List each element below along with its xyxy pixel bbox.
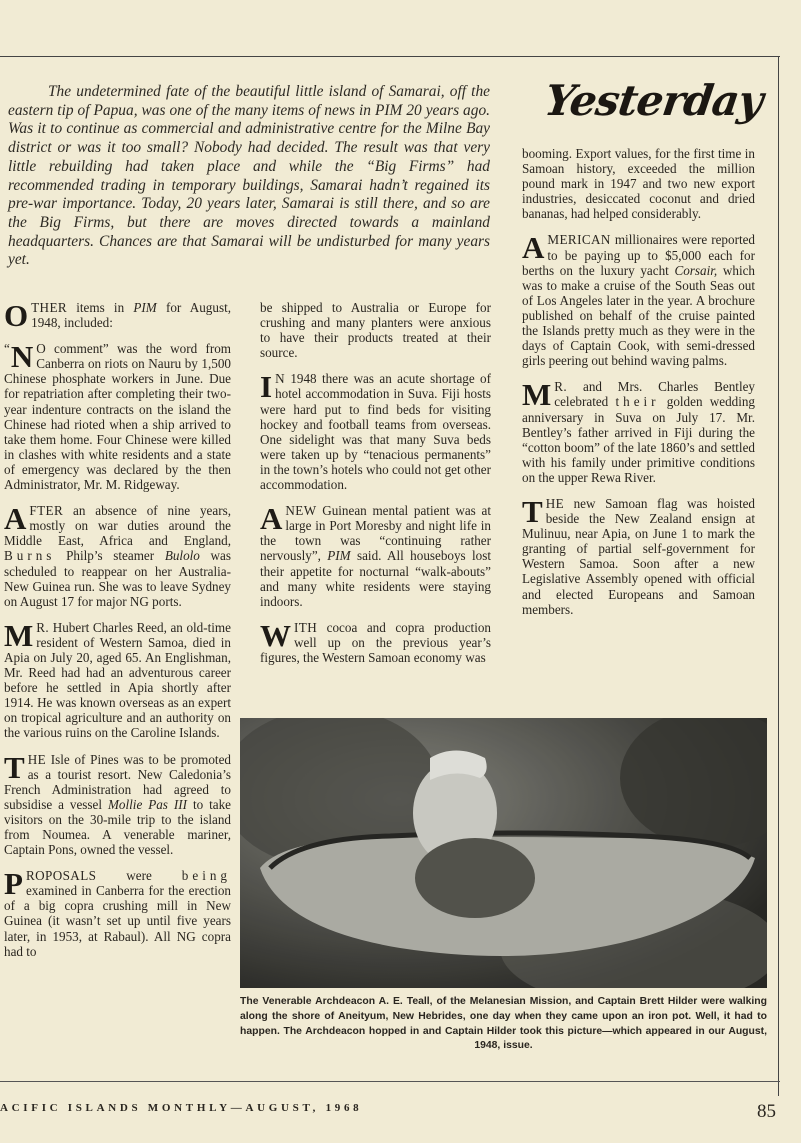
photo-caption: The Venerable Archdeacon A. E. Teall, of the Melanesian Mission, and Captain Brett Hilder were walking along the shore of Aneityum, New Hebrides, one day when they came upon an iron pot. Well, it had to happen. The Archdeacon hopped in and Captain Hilder took this picture—which appeared in our August, 1948, issue. xyxy=(240,996,767,1052)
top-rule xyxy=(0,56,780,57)
photograph xyxy=(240,718,767,988)
news-item: I N 1948 there was an acute shortage of hotel accommodation in Suva. Fiji hosts were hard put to find beds for visiting hockey and football teams from overseas. One sidelight was that many Suva beds were taken up by “tenacious permanents” in the town’s hotels who could not get other accommodation. xyxy=(260,369,491,493)
news-item: THE new Samoan flag was hoisted beside the New Zealand ensign at Mulinuu, near Apia, on June 1 to mark the granting of partial self-government for Western Samoa. Soon after a new Legislative Assembly opened with official and elected Europeans and Samoan members. xyxy=(522,493,755,617)
intro-paragraph: The undetermined fate of the beautiful little island of Samarai, off the eastern tip of Papua, was one of the many items of news in PIM 20 years ago. Was it to continue as commercial and administrative centre for the Milne Bay district or was it too small? Nobody had decided. The result was that very little rebuilding had taken place and while the “Big Firms” had recommended trading in temporary buildings, Samarai hadn’t regained its pre-war importance. Today, 20 years later, Samarai is still there, and so are the Big Firms, but there are moves directed towards a mainland headquarters. Chances are that Samarai will be undisturbed for many years yet. xyxy=(8,83,490,269)
news-item: be shipped to Australia or Europe for crushing and many planters were anxious to have their products treated at their source. xyxy=(260,300,491,361)
news-item: AFTER an absence of nine years, mostly on war duties around the Middle East, Africa and England, Burns Philp’s steamer Bulolo was scheduled to reappear on her Australia-New Guinea run. She was to leave Sydney on August 17 for major NG ports. xyxy=(4,501,231,609)
bottom-rule xyxy=(0,1081,780,1082)
news-item: AMERICAN millionaires were reported to be paying up to $5,000 each for berths on the luxury yacht Corsair, which was to make a cruise of the South Seas out of Los Angeles later in the year. A brochure published on behalf of the cruise painted the Islands pretty much as they were in the days of Captain Cook, with semi-dressed girls peering out behind waving palms. xyxy=(522,230,755,369)
news-item: “ N O comment” was the word from Canberra on riots on Nauru by 1,500 Chinese phosphate workers in June. Due for repatriation after completing their two-year indenture contracts on the island the Chinese had rioted when a ship arrived to take them home. Four Chinese were killed in clashes with white residents and a state of emergency was declared by the then Administrator, Mr. M. Ridgeway. xyxy=(4,339,231,493)
news-item: M R. Hubert Charles Reed, an old-time resident of Western Samoa, died in Apia on July 20, aged 65. An Englishman, Mr. Reed had had an adventurous career before he settled in Apia shortly after 1914. He was known overseas as an expert on tropical agriculture and an authority on the various ruins on the Caroline Islands. xyxy=(4,617,231,741)
news-item: OTHER items in PIM for August, 1948, included: xyxy=(4,298,232,333)
news-item: M R. and Mrs. Charles Bentley celebrated their golden wedding anniversary in Suva on July 17. Mr. Bentley’s father arrived in Fiji during the “cotton boom” of the late 1860’s and settled with his family under primitive conditions on the upper Rewa River. xyxy=(522,377,755,485)
news-item: booming. Export values, for the first time in Samoan history, exceeded the million pound mark in 1947 and two new export industries, desiccated coconut and dried bananas, had helped considerably. xyxy=(522,146,755,222)
news-item: PROPOSALS were being examined in Canberra for the erection of a big copra crushing mill in New Guinea (it wasn’t set up until five years later, in 1953, at Rabaul). All NG copra had to xyxy=(4,866,231,959)
column-2 xyxy=(260,300,491,665)
page-number: 85 xyxy=(757,1101,776,1122)
column-3 xyxy=(522,146,755,617)
column-1 xyxy=(4,300,231,959)
photo-illustration xyxy=(240,718,767,988)
news-item: THE Isle of Pines was to be promoted as a tourist resort. New Caledonia’s French Administration had agreed to subsidise a vessel Mollie Pas III to take visitors on the 30-mile trip to the island from Noumea. A venerable mariner, Captain Pons, owned the vessel. xyxy=(4,749,231,858)
news-item: A NEW Guinean mental patient was at large in Port Moresby and night life in the town was “continuing rather nervously”, PIM said. All houseboys lost their appetite for nocturnal “walk-abouts” and many white residents were staying indoors. xyxy=(260,501,491,609)
right-rule xyxy=(778,56,779,1096)
news-item: WITH cocoa and copra production well up on the previous year’s figures, the Western Samoan economy was xyxy=(260,617,491,665)
section-heading: Yesterday xyxy=(541,76,766,125)
running-footer: ACIFIC ISLANDS MONTHLY—AUGUST, 1968 xyxy=(0,1102,363,1114)
